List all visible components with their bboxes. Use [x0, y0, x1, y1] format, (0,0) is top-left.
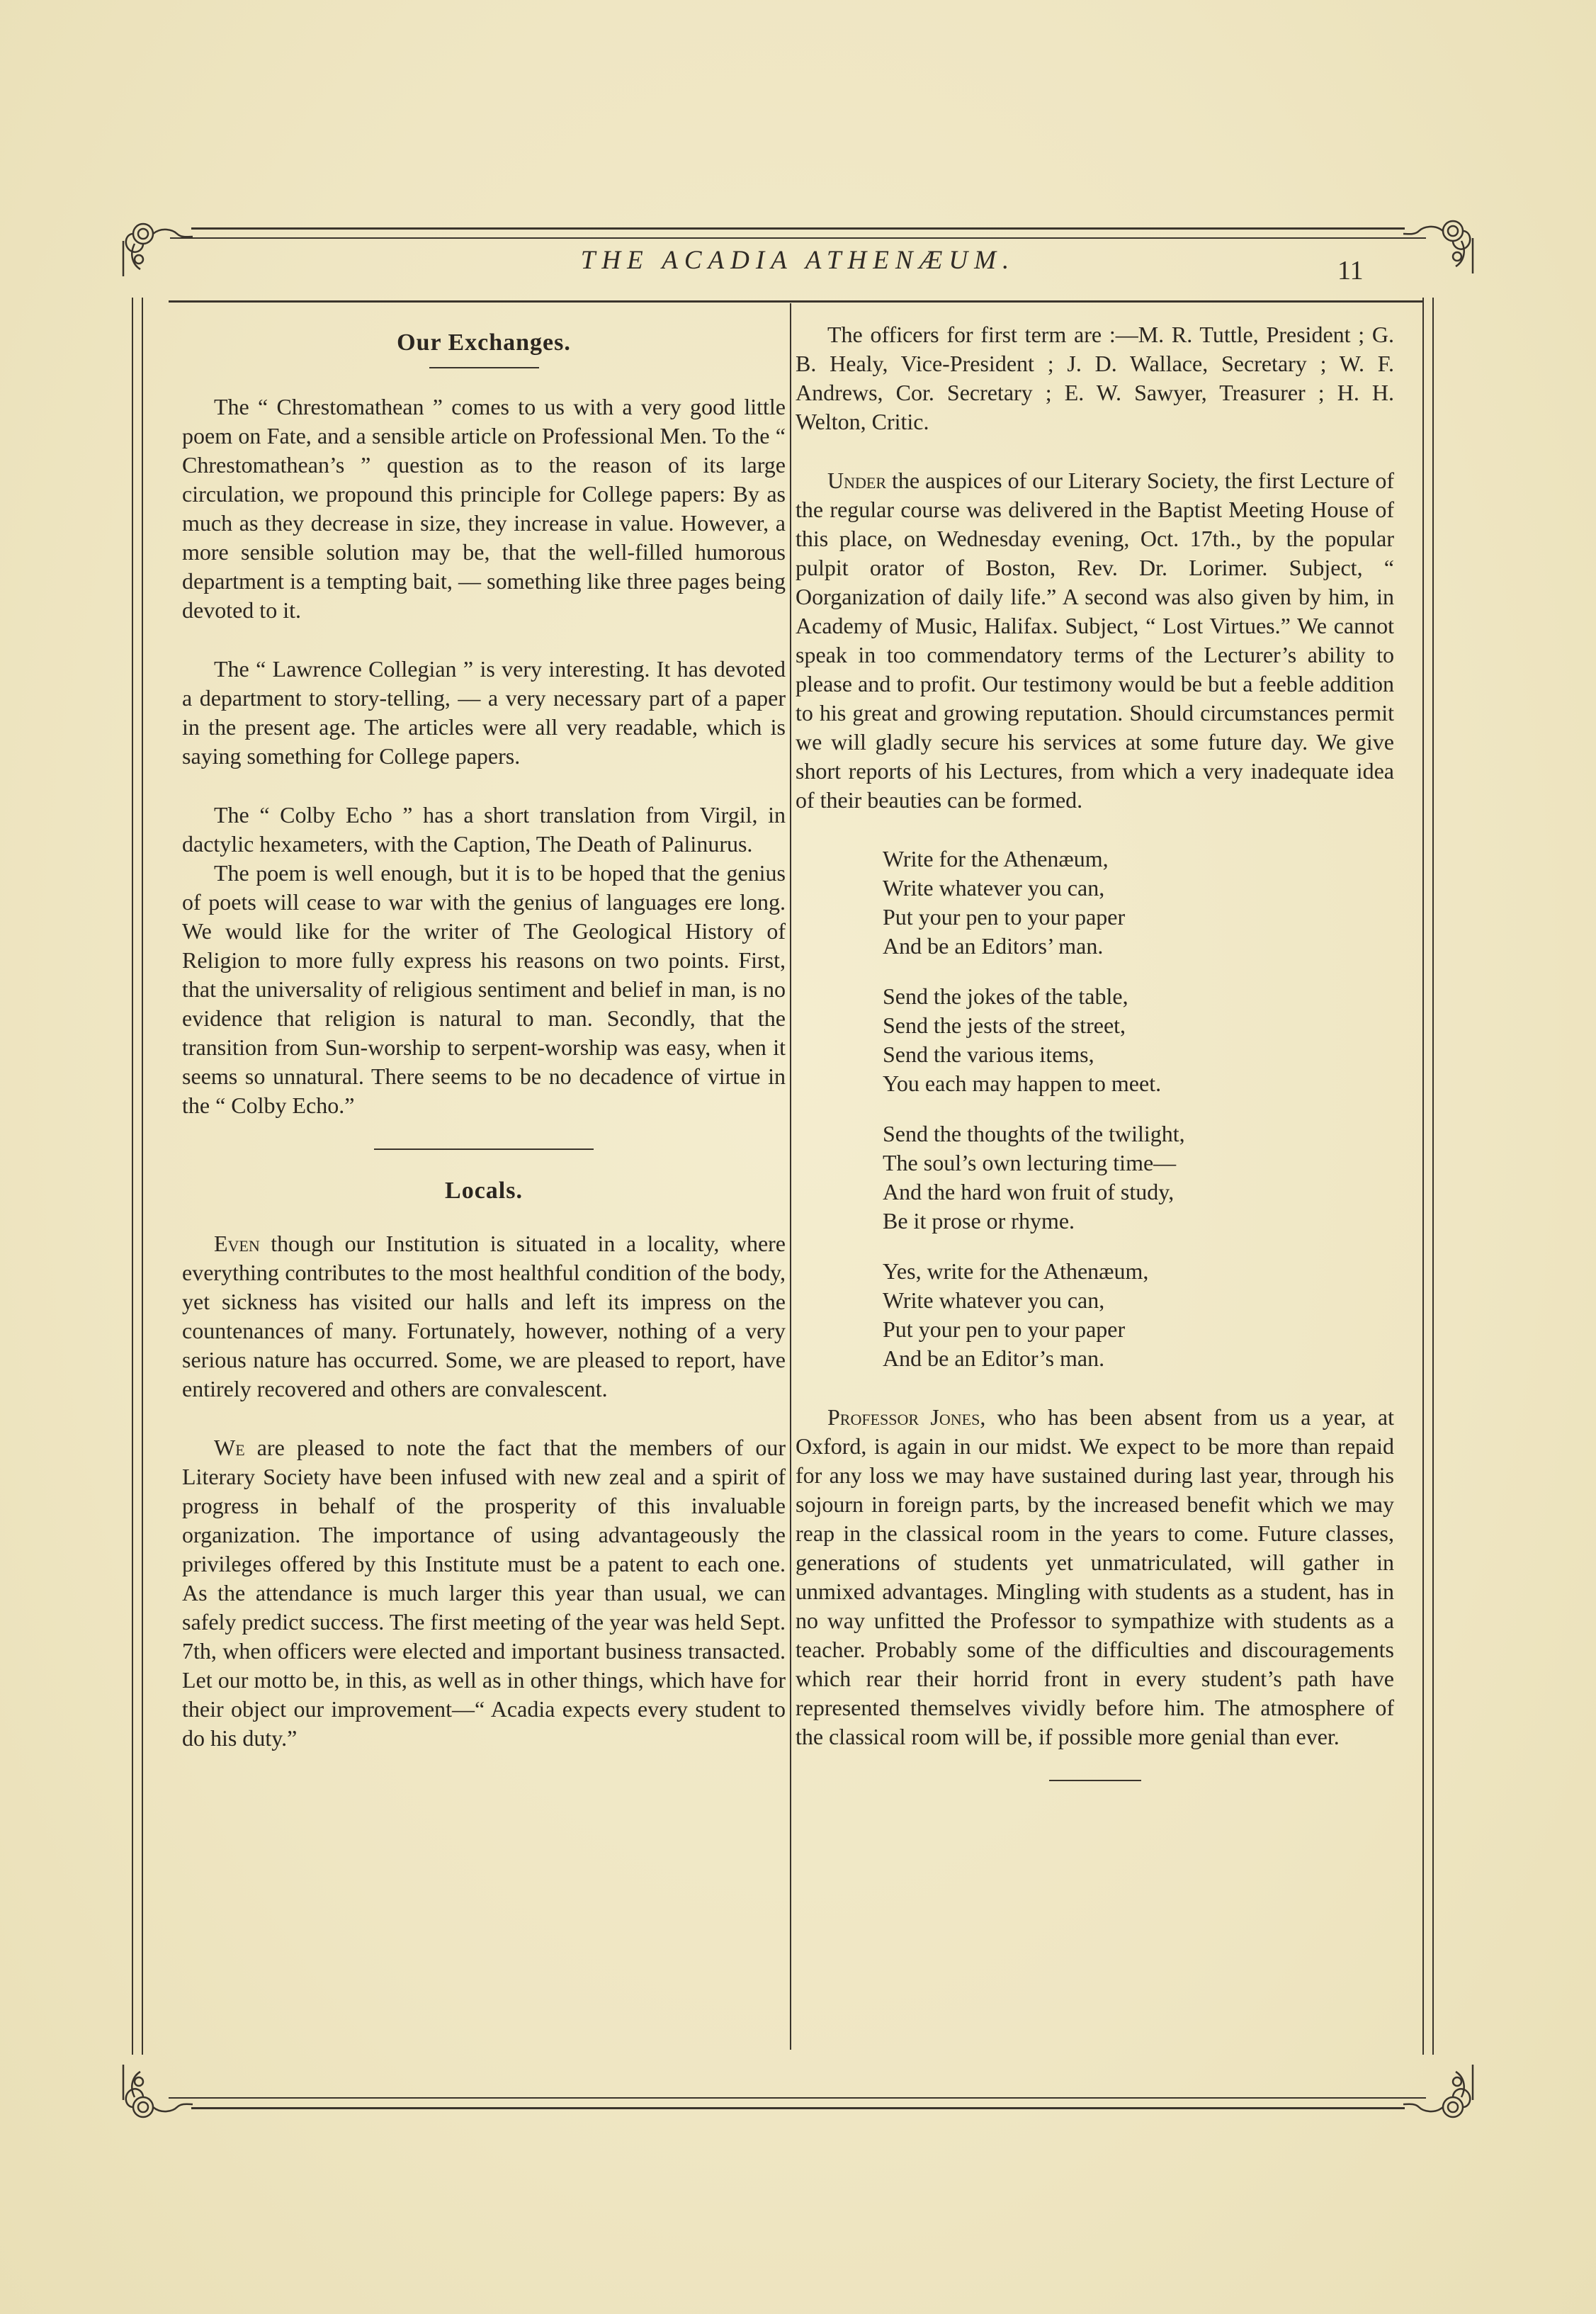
poem — [883, 845, 1394, 1373]
poem-line: Write for the Athenæum, — [883, 846, 1109, 871]
poem-stanza — [883, 982, 1394, 1098]
officers-paragraph: The officers for first term are :—M. R. Tuttle, President ; G. B. Healy, Vice-President ; J. D. Wallace, Secretary ; W. F. Andrews, Cor. Secretary ; E. W. Sawyer, Treasurer ; H. H. Welton, Critic. — [796, 322, 1394, 434]
poem-line: You each may happen to meet. — [883, 1071, 1162, 1096]
poem-line: Yes, write for the Athenæum, — [883, 1258, 1149, 1284]
locals-lead-word: We — [214, 1435, 245, 1460]
exchanges-paragraph: The poem is well enough, but it is to be hoped that the genius of poets will cease to war with the genius of languages ere long. We would like for the writer of The Geological History of Religion to more fully express his reasons on two points. First, that the universality of religious sentiment and belief in man, is no evidence that religion is natural to man. Secondly, that the transition from Sun-worship to serpent-worship was easy, when it seems so unnatural. There seems to be no decadence of virtue in the “ Colby Echo.” — [182, 860, 786, 1118]
poem-line: And be an Editors’ man. — [883, 933, 1104, 959]
poem-line: And be an Editor’s man. — [883, 1345, 1105, 1371]
professor-paragraph — [796, 1403, 1394, 1751]
right-rule-outer — [1432, 298, 1434, 2055]
right-rule-inner — [1422, 298, 1424, 2055]
professor-paragraph-text: , who has been absent from us a year, at Oxford, is again in our midst. We expect to be more than repaid for any loss we may have sustained during last year, through his sojourn in foreign parts, by the increased benefit which we may reap in the classical room in the years to come. Future classes, generations of students yet unmatriculated, will gather in unmixed advantages. Mingling with students as a student, has in no way unfitted the Professor to sympathize with students as a teacher. Probably some of the difficulties and discouragements which rear their horrid front in every student’s path have represented themselves vividly before him. The atmosphere of the classical room will be, if possible more genial than ever. — [796, 1404, 1395, 1749]
right-column — [796, 320, 1394, 1781]
exchanges-paragraph: The “ Lawrence Collegian ” is very interesting. It has devoted a department to story-telling, — a very necessary part of a paper in the present age. The articles were all very readable, which is saying something for College papers. — [182, 656, 786, 769]
left-column — [182, 320, 786, 1753]
left-rule-inner — [142, 298, 143, 2055]
left-rule-outer — [132, 298, 133, 2055]
column-divider — [790, 303, 791, 2050]
bottom-rule-inner — [169, 2097, 1426, 2099]
poem-line: Send the jests of the street, — [883, 1012, 1126, 1038]
top-rule-outer — [191, 227, 1405, 230]
poem-line: Write whatever you can, — [883, 1287, 1105, 1313]
bottom-rule-outer — [191, 2107, 1405, 2109]
professor-lead-words: Professor Jones — [827, 1404, 980, 1430]
poem-line: Be it prose or rhyme. — [883, 1208, 1075, 1234]
locals-paragraph — [182, 1433, 786, 1753]
locals-lead-word: Even — [214, 1231, 260, 1256]
poem-line: Send the various items, — [883, 1042, 1094, 1067]
poem-stanza — [883, 845, 1394, 961]
page-number: 11 — [1337, 256, 1364, 286]
running-head: THE ACADIA ATHENÆUM. — [580, 246, 1016, 275]
poem-line: The soul’s own lecturing time— — [883, 1150, 1177, 1175]
locals-heading: Locals. — [445, 1178, 523, 1204]
poem-line: Send the thoughts of the twilight, — [883, 1121, 1185, 1146]
lecture-lead-word: Under — [827, 468, 886, 493]
lecture-paragraph — [796, 466, 1394, 815]
locals-paragraph-text: are pleased to note the fact that the members of our Literary Society have been infused with new zeal and a spirit of progress in behalf of the prosperity of this invaluable organization. The importance of using advantageously the privileges offered by this Institute must be a patent to each one. As the attendance is much larger this year than usual, we can safely predict success. The first meeting of the year was held Sept. 7th, when officers were elected and important business transacted. Let our motto be, in this, as well as in other things, which have for their object our improvement—“ Acadia expects every student to do his duty.” — [182, 1435, 786, 1751]
header-rule — [169, 300, 1424, 303]
corner-ornament-bottom-left — [119, 2055, 193, 2128]
poem-line: Send the jokes of the table, — [883, 983, 1128, 1009]
poem-line: Write whatever you can, — [883, 875, 1105, 901]
poem-stanza — [883, 1119, 1394, 1236]
top-rule-inner — [170, 237, 1426, 239]
lecture-paragraph-text: the auspices of our Literary Society, the first Lecture of the regular course was delivered in the Baptist Meeting House of this place, on Wednesday evening, Oct. 17th., by the popular pulpit orator of Boston, Rev. Dr. Lorimer. Subject, “ Oorganization of daily life.” A second was also given by him, in Academy of Music, Halifax. Subject, “ Lost Virtues.” We cannot speak in too commendatory terms of the Lecturer’s ability to please and to profit. Our testimony would be but a feeble addition to his great and growing reputation. Should circumstances permit we will gladly secure his services at some future day. We give short reports of his Lectures, from which a very inadequate idea of their beauties can be formed. — [796, 468, 1394, 813]
locals-paragraph — [182, 1229, 786, 1404]
corner-ornament-bottom-right — [1403, 2055, 1477, 2128]
poem-line: And the hard won fruit of study, — [883, 1179, 1175, 1204]
poem-stanza — [883, 1257, 1394, 1373]
exchanges-paragraph: The “ Colby Echo ” has a short translation from Virgil, in dactylic hexameters, with the Caption, The Death of Palinurus. — [182, 802, 786, 857]
end-rule — [1049, 1780, 1141, 1781]
exchanges-paragraph: The “ Chrestomathean ” comes to us with a very good little poem on Fate, and a sensible article on Professional Men. To the “ Chrestomathean’s ” question as to the reason of its large circulation, we propound this principle for College papers: By as much as they decrease in size, they increase in value. However, a more sensible solution may be, that the well-filled humorous department is a tempting bait, — something like three pages being devoted to it. — [182, 394, 786, 623]
poem-line: Put your pen to your paper — [883, 1316, 1126, 1342]
exchanges-heading: Our Exchanges. — [397, 329, 571, 356]
poem-line: Put your pen to your paper — [883, 904, 1126, 930]
locals-paragraph-text: though our Institution is situated in a locality, where everything contributes to the most healthful condition of the body, yet sickness has visited our halls and left its impress on the countenances of many. Fortunately, however, nothing of a very serious nature has occurred. Some, we are pleased to report, have entirely recovered and others are convalescent. — [182, 1231, 786, 1401]
